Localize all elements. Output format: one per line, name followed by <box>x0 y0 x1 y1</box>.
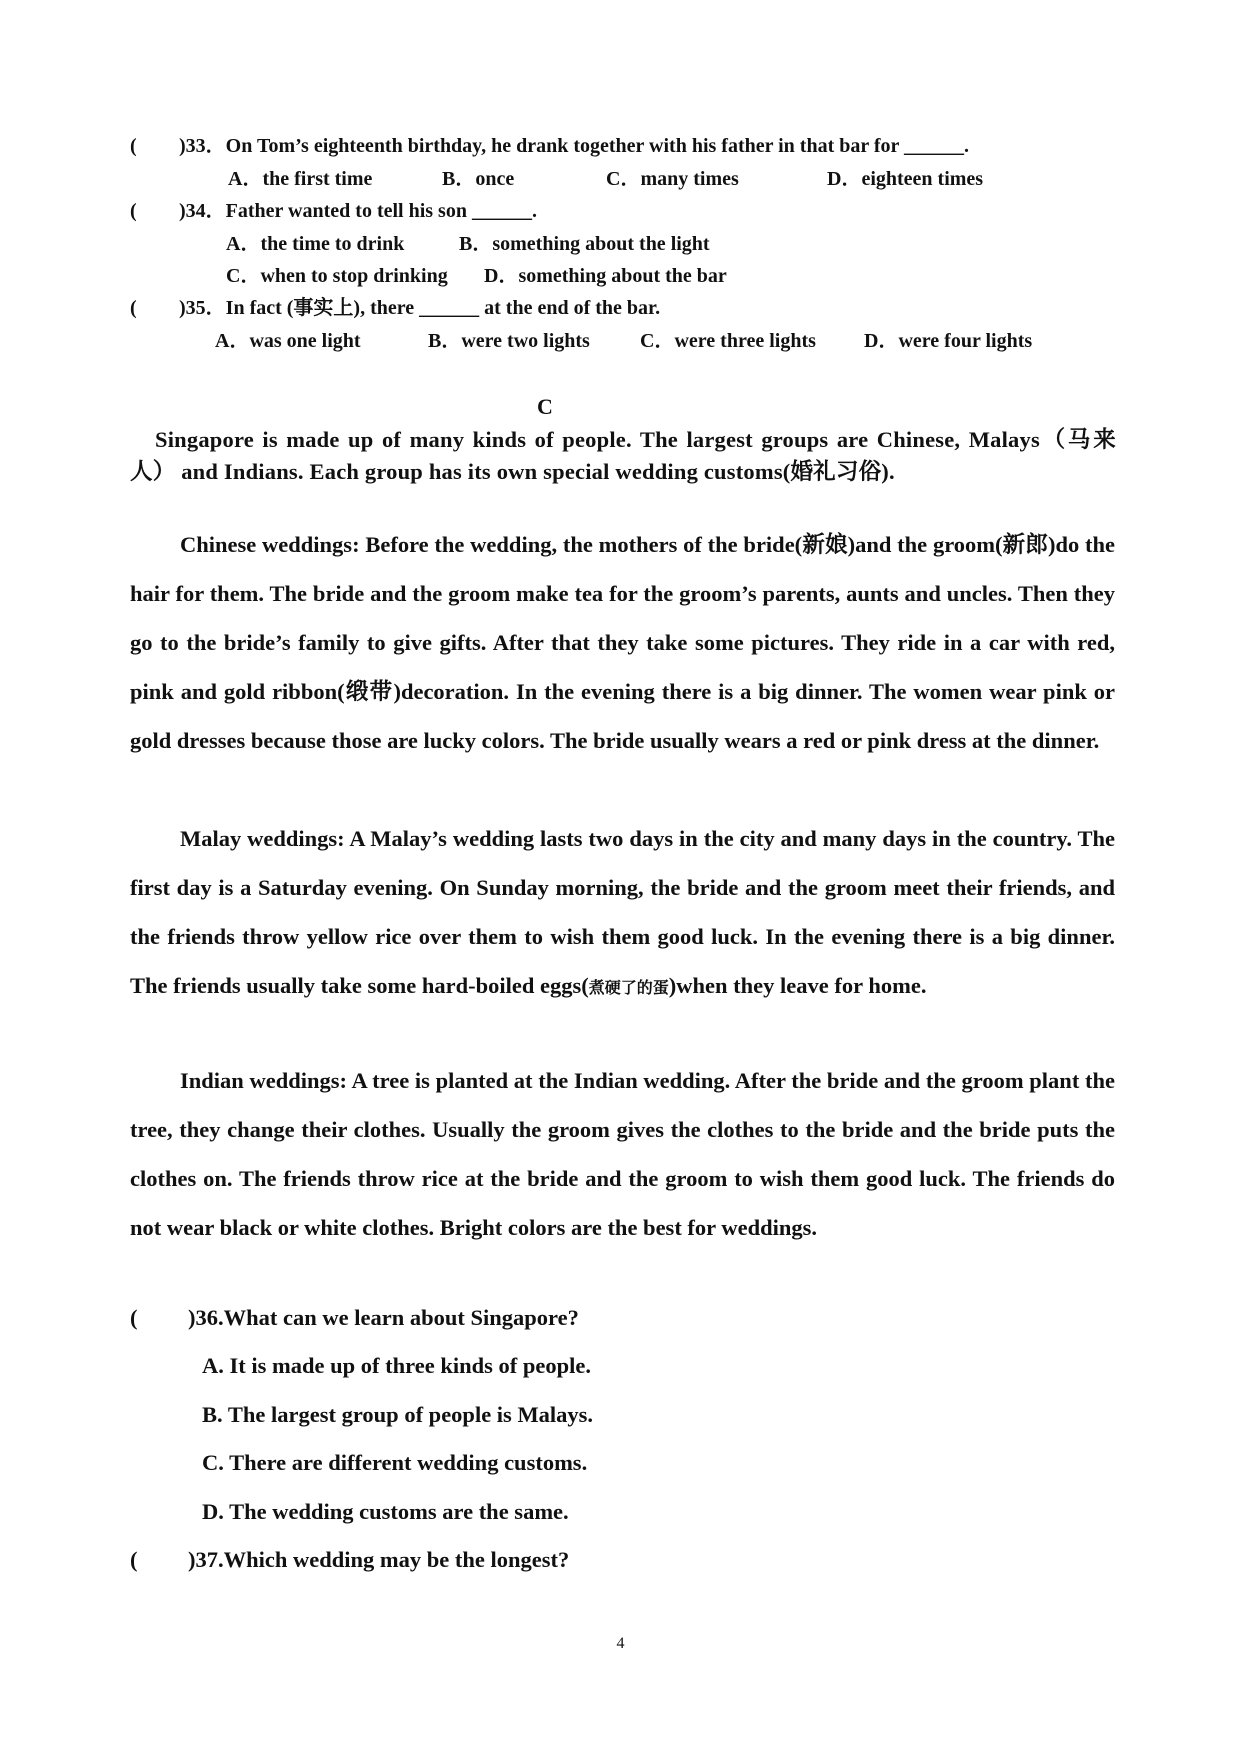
option-a: A. It is made up of three kinds of people. <box>202 1353 591 1378</box>
option-d: D．were four lights <box>864 330 1033 352</box>
option-b: B．once <box>442 168 515 190</box>
question-34-options-row1 <box>0 229 1241 259</box>
option-a: A．was one light <box>215 330 361 352</box>
option-b: B．something about the light <box>459 233 710 255</box>
question-34 <box>130 196 537 226</box>
question-text: )33．On Tom’s eighteenth birthday, he drank together with his father in that bar for ______. <box>179 135 970 157</box>
paragraph-text: Malay weddings: A Malay’s wedding lasts two days in the city and many days in the country. The first day is a Saturday evening. On Sunday morning, the bride and the groom meet their friends, and the friends throw yellow rice over them to wish them good luck. In the evening there is a big dinner. The friends usually take some hard-boiled eggs( <box>130 826 1115 998</box>
paragraph-text-end: )when they leave for home. <box>668 973 927 998</box>
option-c: C．when to stop drinking <box>226 265 448 287</box>
option-c: C．many times <box>606 168 739 190</box>
question-37 <box>130 1540 569 1580</box>
option-b: B. The largest group of people is Malays. <box>202 1402 594 1427</box>
question-text: )37.Which wedding may be the longest? <box>188 1547 570 1572</box>
chinese-gloss: 煮硬了的蛋 <box>588 980 669 997</box>
answer-bracket: ( <box>130 1547 138 1572</box>
question-33-options <box>0 164 1241 194</box>
question-text: )35．In fact (事实上), there ______ at the end of the bar. <box>179 297 661 319</box>
option-d: D. The wedding customs are the same. <box>202 1499 569 1524</box>
question-text: )36.What can we learn about Singapore? <box>188 1305 579 1330</box>
paragraph-chinese-weddings: Chinese weddings: Before the wedding, the mothers of the bride(新娘)and the groom(新郎)do the hair for them. The bride and the groom make tea for the groom’s parents, aunts and uncles. Then they go to the bride’s family to give gifts. After that they take some pictures. They ride in a car with red, pink and gold ribbon(缎带)decoration. In the evening there is a big dinner. The women wear pink or gold dresses because those are lucky colors. The bride usually wears a red or pink dress at the dinner. <box>130 532 1115 753</box>
option-d: D．eighteen times <box>827 168 984 190</box>
answer-bracket: ( <box>130 135 137 157</box>
question-36 <box>130 1298 579 1338</box>
passage-intro: Singapore is made up of many kinds of people. The largest groups are Chinese, Malays（马来人） and Indians. Each group has its own special wedding customs(婚礼习俗). <box>130 427 1116 484</box>
option-a: A．the first time <box>228 168 373 190</box>
answer-bracket: ( <box>130 297 137 319</box>
option-d: D．something about the bar <box>484 265 727 287</box>
option-c: C．were three lights <box>640 330 816 352</box>
page-number: 4 <box>616 1635 625 1652</box>
option-b: B．were two lights <box>428 330 590 352</box>
question-35 <box>130 293 660 323</box>
section-heading: C <box>537 394 553 419</box>
answer-bracket: ( <box>130 200 137 222</box>
option-a: A．the time to drink <box>226 233 405 255</box>
option-c: C. There are different wedding customs. <box>202 1450 588 1475</box>
question-34-options-row2 <box>0 261 1241 291</box>
paragraph-indian-weddings: Indian weddings: A tree is planted at the Indian wedding. After the bride and the groom plant the tree, they change their clothes. Usually the groom gives the clothes to the bride and the bride puts the clothes on. The friends throw rice at the bride and the groom to wish them good luck. The friends do not wear black or white clothes. Bright colors are the best for weddings. <box>130 1068 1115 1240</box>
question-35-options <box>0 326 1241 356</box>
question-text: )34．Father wanted to tell his son ______. <box>179 200 537 222</box>
question-33 <box>130 131 969 161</box>
paragraph-malay-weddings <box>130 814 1115 1013</box>
answer-bracket: ( <box>130 1305 138 1330</box>
